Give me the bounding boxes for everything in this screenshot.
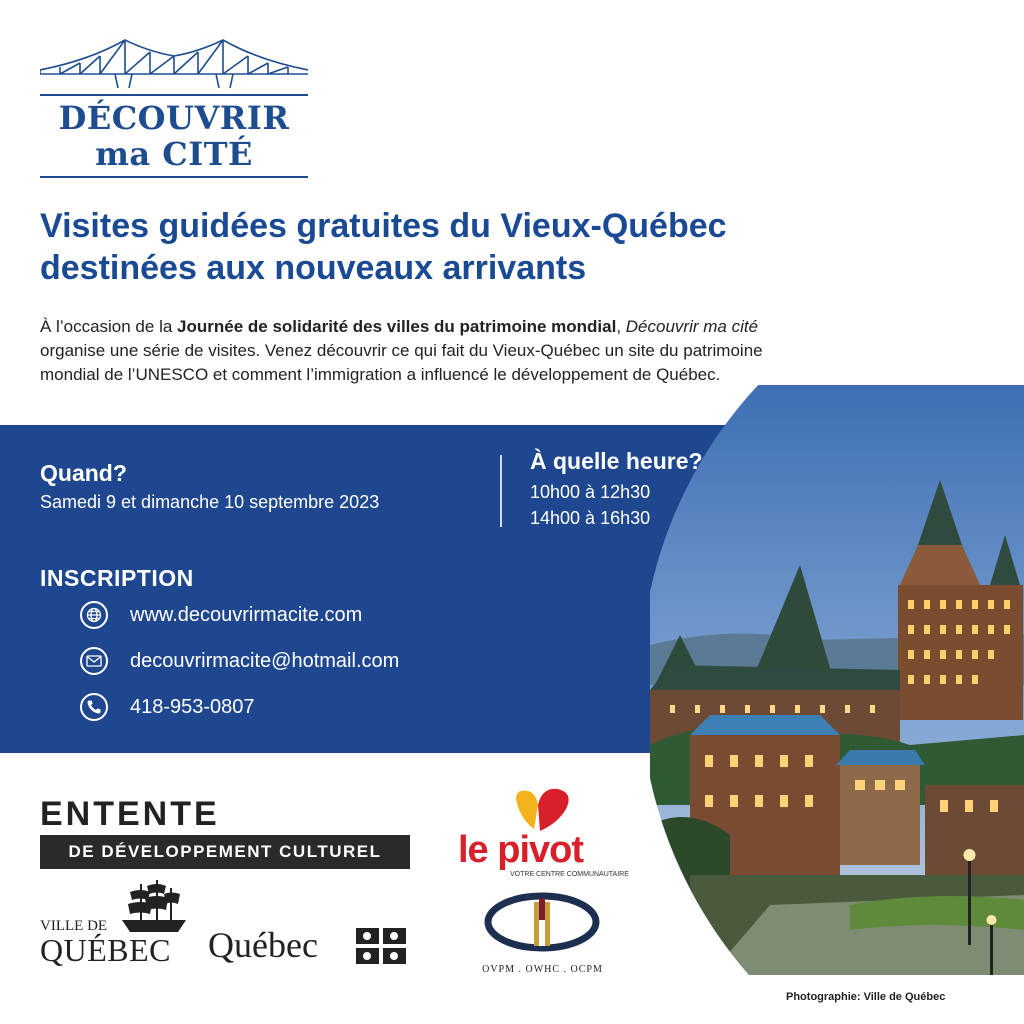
pivot-name: le pivot: [458, 829, 584, 871]
intro-part1: À l’occasion de la: [40, 317, 178, 336]
title-line2: destinées aux nouveaux arrivants: [40, 249, 587, 287]
ovpm-logo: [470, 890, 615, 980]
page-title: [40, 205, 940, 289]
bridge-icon: [40, 30, 308, 92]
logo-line2: ma CITÉ: [95, 135, 253, 173]
email-contact[interactable]: [80, 645, 399, 677]
intro-italic: Découvrir ma cité: [625, 317, 759, 336]
entente-bar: [40, 835, 410, 869]
logo-line1: DÉCOUVRIR: [58, 99, 290, 137]
ship-icon: [120, 880, 188, 935]
ville-line2: QUÉBEC: [40, 932, 171, 968]
ovpm-text: OVPM . OWHC . OCPM: [482, 964, 603, 975]
chateau-frontenac-photo: [650, 385, 1024, 975]
ville-line1: VILLE DE: [40, 918, 108, 934]
quebec-government-logo: [208, 920, 413, 970]
quebec-wordmark: Québec: [208, 925, 318, 965]
pivot-tagline: VOTRE CENTRE COMMUNAUTAIRE: [510, 871, 629, 878]
ville-de-quebec-logo: [40, 880, 190, 970]
phone-contact[interactable]: [80, 691, 255, 723]
time-slot-1: 10h00 à 12h30: [530, 482, 651, 502]
ovpm-emblem-icon: [482, 890, 602, 954]
logo-rule-top: [40, 94, 308, 96]
photo-credit: Photographie: Ville de Québec: [786, 991, 946, 1003]
fleurdelise-flag-icon: [356, 928, 406, 964]
when-value: Samedi 9 et dimanche 10 septembre 2023: [40, 492, 380, 512]
intro-part2: ,: [616, 317, 626, 336]
decouvrir-ma-cite-logo: [40, 30, 308, 180]
time-slot-2: 14h00 à 16h30: [530, 508, 651, 528]
globe-icon: [80, 601, 108, 629]
le-pivot-logo: [458, 785, 628, 885]
intro-paragraph: [40, 315, 800, 387]
phone-link[interactable]: 418-953-0807: [130, 695, 255, 718]
logo-rule-bottom: [40, 176, 308, 178]
intro-bold: Journée de solidarité des villes du patrimoine mondial: [177, 317, 617, 336]
title-line1: Visites guidées gratuites du Vieux-Québec: [40, 207, 727, 245]
website-link[interactable]: www.decouvrirmacite.com: [130, 603, 363, 626]
registration-heading: INSCRIPTION: [40, 565, 194, 591]
website-contact[interactable]: [80, 599, 362, 631]
entente-word: ENTENTE: [40, 795, 220, 833]
mail-icon: [80, 647, 108, 675]
email-link[interactable]: decouvrirmacite@hotmail.com: [130, 649, 400, 672]
entente-subtitle: DE DÉVELOPPEMENT CULTUREL: [68, 842, 382, 861]
when-heading: Quand?: [40, 460, 127, 486]
time-heading: À quelle heure?: [530, 448, 703, 474]
phone-icon: [80, 693, 108, 721]
intro-part3: organise une série de visites. Venez découvrir ce qui fait du Vieux-Québec un site du patrimoine mondial de l’UNESCO et comment l’immigration a influencé le développement de Québec.: [40, 341, 763, 384]
panel-divider: [500, 455, 502, 527]
